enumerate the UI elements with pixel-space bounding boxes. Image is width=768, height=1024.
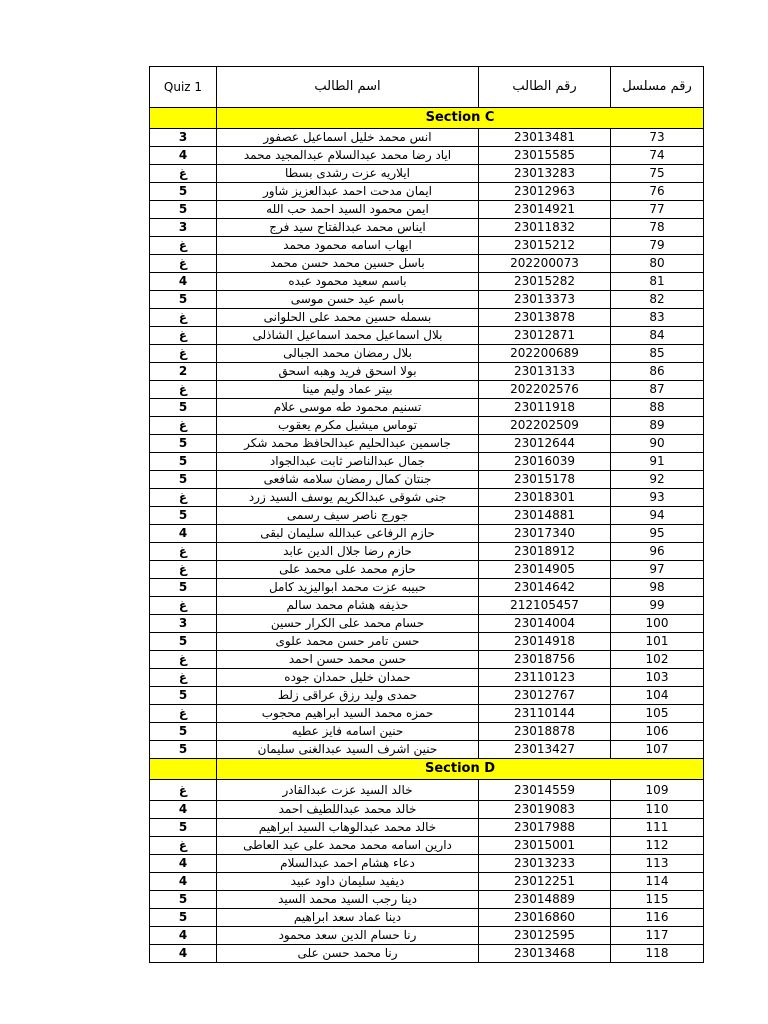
student-id: 23014921 [479,201,611,219]
quiz-grade: 3 [150,219,217,237]
student-name: باسم سعيد محمود عبده [217,273,479,291]
student-name: حسن محمد حسن احمد [217,651,479,669]
quiz-grade: غ [150,561,217,579]
student-row [150,687,704,705]
student-name: حنين اسامه فايز عطيه [217,723,479,741]
student-row [150,165,704,183]
student-id: 23013133 [479,363,611,381]
student-name: جورج ناصر سيف رسمى [217,507,479,525]
student-name: حذيفه هشام محمد سالم [217,597,479,615]
header-serial: رقم مسلسل [611,67,704,108]
quiz-grade: غ [150,780,217,801]
grades-table [149,66,704,963]
student-id: 23014918 [479,633,611,651]
quiz-grade: 4 [150,273,217,291]
student-id: 23013878 [479,309,611,327]
student-id: 23013373 [479,291,611,309]
quiz-grade: 5 [150,633,217,651]
student-row [150,129,704,147]
student-id: 23014642 [479,579,611,597]
student-id: 23013468 [479,945,611,963]
quiz-grade: 5 [150,723,217,741]
quiz-grade: 5 [150,201,217,219]
student-row [150,597,704,615]
serial-number: 83 [611,309,704,327]
student-name: دارين اسامه محمد محمد على عبد العاطى [217,837,479,855]
student-row [150,543,704,561]
serial-number: 98 [611,579,704,597]
quiz-grade: غ [150,165,217,183]
student-name: دينا عماد سعد ابراهيم [217,909,479,927]
student-id: 23013283 [479,165,611,183]
section-label: Section D [217,759,704,780]
serial-number: 114 [611,873,704,891]
student-row [150,615,704,633]
student-name: اياد رضا محمد عبدالسلام عبدالمجيد محمد [217,147,479,165]
student-name: حبيبه عزت محمد ابواليزيد كامل [217,579,479,597]
student-name: بسمله حسين محمد على الحلوانى [217,309,479,327]
student-name: رنا حسام الدين سعد محمود [217,927,479,945]
student-id: 23016039 [479,453,611,471]
serial-number: 81 [611,273,704,291]
quiz-grade: غ [150,543,217,561]
student-row [150,837,704,855]
quiz-grade: 5 [150,909,217,927]
student-name: باسل حسين محمد حسن محمد [217,255,479,273]
student-row [150,927,704,945]
student-name: بولا اسحق فريد وهبه اسحق [217,363,479,381]
student-name: حسن تامر حسن محمد علوى [217,633,479,651]
serial-number: 116 [611,909,704,927]
student-row [150,219,704,237]
student-id: 23016860 [479,909,611,927]
quiz-grade: غ [150,837,217,855]
student-name: ايهاب اسامه محمود محمد [217,237,479,255]
student-row [150,147,704,165]
student-id: 23110123 [479,669,611,687]
student-row [150,183,704,201]
serial-number: 87 [611,381,704,399]
serial-number: 89 [611,417,704,435]
quiz-grade: 5 [150,453,217,471]
student-name: ايمن محمود السيد احمد حب الله [217,201,479,219]
section-blank-cell [150,759,217,780]
quiz-grade: 3 [150,129,217,147]
student-row [150,723,704,741]
header-row [150,67,704,108]
quiz-grade: غ [150,597,217,615]
student-name: دينا رجب السيد محمد السيد [217,891,479,909]
serial-number: 104 [611,687,704,705]
serial-number: 80 [611,255,704,273]
student-id: 23017988 [479,819,611,837]
serial-number: 76 [611,183,704,201]
student-name: حازم الرفاعى عبدالله سليمان لبقى [217,525,479,543]
student-name: بلال رمضان محمد الجبالى [217,345,479,363]
serial-number: 103 [611,669,704,687]
student-row [150,291,704,309]
student-name: حمزه محمد السيد ابراهيم محجوب [217,705,479,723]
student-name: خالد محمد عبداللطيف احمد [217,801,479,819]
student-id: 23012595 [479,927,611,945]
student-id: 23019083 [479,801,611,819]
header-student-id: رقم الطالب [479,67,611,108]
student-id: 23012871 [479,327,611,345]
serial-number: 111 [611,819,704,837]
section-header-row [150,759,704,780]
quiz-grade: غ [150,489,217,507]
student-row [150,855,704,873]
serial-number: 105 [611,705,704,723]
student-name: حازم محمد على محمد على [217,561,479,579]
quiz-grade: غ [150,417,217,435]
student-name: حمدان خليل حمدان جوده [217,669,479,687]
student-id: 23012251 [479,873,611,891]
serial-number: 106 [611,723,704,741]
student-id: 23014881 [479,507,611,525]
quiz-grade: 2 [150,363,217,381]
grades-table-body [150,67,704,963]
quiz-grade: 5 [150,507,217,525]
student-name: انس محمد خليل اسماعيل عصفور [217,129,479,147]
student-row [150,741,704,759]
serial-number: 91 [611,453,704,471]
student-row [150,237,704,255]
student-name: جنتان كمال رمضان سلامه شافعى [217,471,479,489]
student-id: 23018912 [479,543,611,561]
student-row [150,273,704,291]
serial-number: 101 [611,633,704,651]
student-row [150,381,704,399]
student-row [150,345,704,363]
serial-number: 86 [611,363,704,381]
student-id: 23014905 [479,561,611,579]
student-row [150,309,704,327]
quiz-grade: 4 [150,873,217,891]
student-row [150,327,704,345]
student-id: 23012644 [479,435,611,453]
serial-number: 117 [611,927,704,945]
section-blank-cell [150,108,217,129]
student-row [150,453,704,471]
student-row [150,633,704,651]
student-name: بيتر عماد وليم مينا [217,381,479,399]
student-row [150,435,704,453]
serial-number: 79 [611,237,704,255]
student-id: 23015001 [479,837,611,855]
student-row [150,525,704,543]
serial-number: 115 [611,891,704,909]
quiz-grade: غ [150,669,217,687]
serial-number: 112 [611,837,704,855]
serial-number: 100 [611,615,704,633]
student-id: 23015178 [479,471,611,489]
serial-number: 73 [611,129,704,147]
quiz-grade: غ [150,381,217,399]
quiz-grade: 4 [150,801,217,819]
student-id: 23013481 [479,129,611,147]
quiz-grade: غ [150,255,217,273]
serial-number: 107 [611,741,704,759]
student-id: 23018756 [479,651,611,669]
student-row [150,561,704,579]
serial-number: 88 [611,399,704,417]
quiz-grade: 5 [150,741,217,759]
student-id: 23015585 [479,147,611,165]
quiz-grade: غ [150,705,217,723]
student-name: تسنيم محمود طه موسى علام [217,399,479,417]
quiz-grade: 4 [150,945,217,963]
serial-number: 92 [611,471,704,489]
student-row [150,417,704,435]
student-id: 202200689 [479,345,611,363]
student-row [150,909,704,927]
student-row [150,780,704,801]
quiz-grade: 3 [150,615,217,633]
student-name: جنى شوقى عبدالكريم يوسف السيد زرد [217,489,479,507]
quiz-grade: 5 [150,687,217,705]
student-row [150,399,704,417]
serial-number: 95 [611,525,704,543]
serial-number: 93 [611,489,704,507]
serial-number: 78 [611,219,704,237]
quiz-grade: 4 [150,927,217,945]
quiz-grade: 4 [150,525,217,543]
student-row [150,669,704,687]
serial-number: 90 [611,435,704,453]
student-id: 23018301 [479,489,611,507]
student-id: 212105457 [479,597,611,615]
student-name: دعاء هشام احمد عبدالسلام [217,855,479,873]
serial-number: 99 [611,597,704,615]
serial-number: 77 [611,201,704,219]
student-name: حسام محمد على الكرار حسين [217,615,479,633]
quiz-grade: 5 [150,291,217,309]
student-name: خالد محمد عبدالوهاب السيد ابراهيم [217,819,479,837]
student-name: باسم عيد حسن موسى [217,291,479,309]
quiz-grade: غ [150,237,217,255]
student-row [150,579,704,597]
serial-number: 75 [611,165,704,183]
student-id: 23015212 [479,237,611,255]
serial-number: 85 [611,345,704,363]
student-id: 23015282 [479,273,611,291]
student-name: ديفيد سليمان داود عبيد [217,873,479,891]
student-name: ايلاريه عزت رشدى بسطا [217,165,479,183]
student-row [150,363,704,381]
header-student-name: اسم الطالب [217,67,479,108]
serial-number: 102 [611,651,704,669]
student-id: 202200073 [479,255,611,273]
student-row [150,891,704,909]
student-id: 23013233 [479,855,611,873]
student-id: 23014559 [479,780,611,801]
serial-number: 109 [611,780,704,801]
student-id: 23018878 [479,723,611,741]
quiz-grade: 5 [150,435,217,453]
student-id: 23012767 [479,687,611,705]
student-row [150,489,704,507]
student-name: ايمان مدحت احمد عبدالعزيز شاور [217,183,479,201]
serial-number: 113 [611,855,704,873]
student-row [150,651,704,669]
quiz-grade: 5 [150,579,217,597]
student-row [150,873,704,891]
student-id: 23011832 [479,219,611,237]
student-row [150,201,704,219]
header-quiz: Quiz 1 [150,67,217,108]
quiz-grade: 5 [150,399,217,417]
student-row [150,801,704,819]
student-name: بلال اسماعيل محمد اسماعيل الشاذلى [217,327,479,345]
serial-number: 94 [611,507,704,525]
quiz-grade: غ [150,651,217,669]
student-id: 23011918 [479,399,611,417]
student-id: 23012963 [479,183,611,201]
section-label: Section C [217,108,704,129]
serial-number: 118 [611,945,704,963]
student-name: جمال عبدالناصر ثابت عبدالجواد [217,453,479,471]
student-id: 23013427 [479,741,611,759]
quiz-grade: غ [150,309,217,327]
student-row [150,507,704,525]
student-row [150,255,704,273]
quiz-grade: 4 [150,147,217,165]
student-id: 202202576 [479,381,611,399]
student-row [150,945,704,963]
student-id: 23014889 [479,891,611,909]
quiz-grade: 5 [150,891,217,909]
quiz-grade: 5 [150,183,217,201]
student-name: ايناس محمد عبدالفتاح سيد فرج [217,219,479,237]
serial-number: 110 [611,801,704,819]
student-id: 202202509 [479,417,611,435]
student-row [150,705,704,723]
serial-number: 82 [611,291,704,309]
student-name: جاسمين عبدالحليم عبدالحافظ محمد شكر [217,435,479,453]
quiz-grade: غ [150,327,217,345]
student-row [150,471,704,489]
quiz-grade: غ [150,345,217,363]
student-id: 23017340 [479,525,611,543]
student-name: توماس ميشيل مكرم يعقوب [217,417,479,435]
serial-number: 97 [611,561,704,579]
quiz-grade: 5 [150,819,217,837]
student-name: حازم رضا جلال الدين عابد [217,543,479,561]
serial-number: 84 [611,327,704,345]
student-name: خالد السيد عزت عبدالقادر [217,780,479,801]
student-row [150,819,704,837]
student-id: 23110144 [479,705,611,723]
student-name: رنا محمد حسن على [217,945,479,963]
student-name: حنين اشرف السيد عبدالغنى سليمان [217,741,479,759]
serial-number: 74 [611,147,704,165]
student-id: 23014004 [479,615,611,633]
section-header-row [150,108,704,129]
student-name: حمدى وليد رزق عراقى زلط [217,687,479,705]
serial-number: 96 [611,543,704,561]
quiz-grade: 5 [150,471,217,489]
quiz-grade: 4 [150,855,217,873]
